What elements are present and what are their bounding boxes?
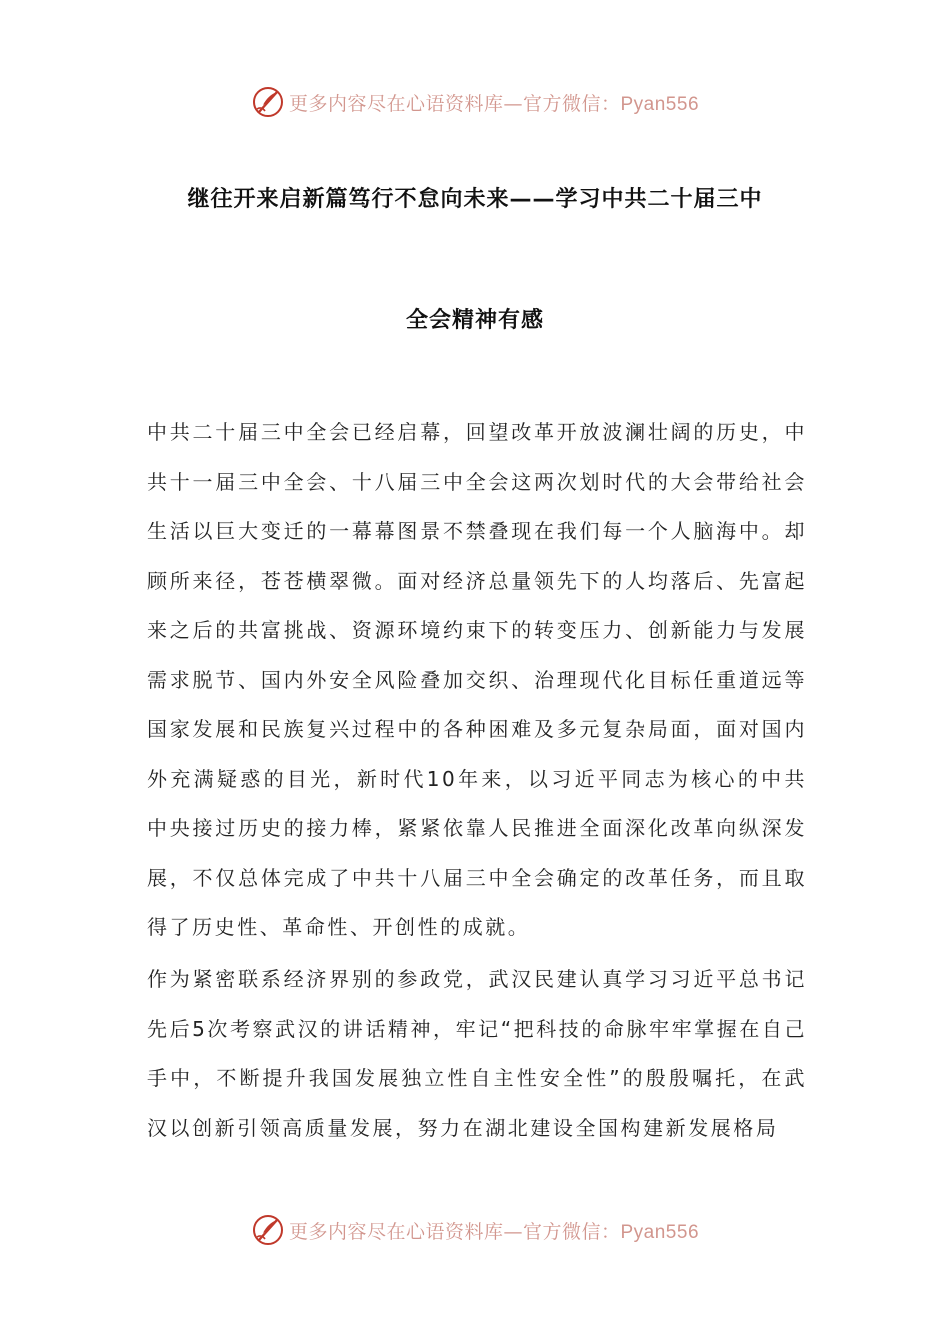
footer-banner (0, 1208, 950, 1252)
wechat-label: 官方微信： (522, 1220, 621, 1243)
site-name: 更多内容尽在心语资料库 (288, 92, 504, 115)
wechat-id: Pyan556 (620, 1221, 700, 1243)
wechat-label: 官方微信： (522, 92, 621, 115)
wechat-id: Pyan556 (620, 93, 700, 115)
banner-separator: — (503, 1220, 523, 1243)
document-title-line-1: 继往开来启新篇笃行不怠向未来——学习中共二十届三中 (187, 187, 763, 212)
quill-logo-icon (251, 1213, 285, 1247)
banner-text (289, 89, 699, 116)
document-title-line-2: 全会精神有感 (405, 308, 544, 333)
banner-separator: — (503, 92, 523, 115)
body-paragraph-2: 作为紧密联系经济界别的参政党，武汉民建认真学习习近平总书记先后5次考察武汉的讲话精神，牢记“把科技的命脉牢牢掌握在自己手中，不断提升我国发展独立性自主性安全性”的殷殷嘱托，在武汉以创新引领高质量发展，努力在湖北建设全国构建新发展格局 (147, 967, 807, 1140)
header-banner (0, 80, 950, 124)
quill-logo-icon (251, 85, 285, 119)
body-paragraph-1: 中共二十届三中全会已经启幕，回望改革开放波澜壮阔的历史，中共十一届三中全会、十八届三中全会这两次划时代的大会带给社会生活以巨大变迁的一幕幕图景不禁叠现在我们每一个人脑海中。却顾所来径，苍苍横翠微。面对经济总量领先下的人均落后、先富起来之后的共富挑战、资源环境约束下的转变压力、创新能力与发展需求脱节、国内外安全风险叠加交织、治理现代化目标任重道远等国家发展和民族复兴过程中的各种困难及多元复杂局面，面对国内外充满疑惑的目光，新时代10年来，以习近平同志为核心的中共中央接过历史的接力棒，紧紧依靠人民推进全面深化改革向纵深发展，不仅总体完成了中共十八届三中全会确定的改革任务，而且取得了历史性、革命性、开创性的成就。 (147, 420, 807, 939)
banner-text (289, 1217, 699, 1244)
site-name: 更多内容尽在心语资料库 (288, 1220, 504, 1243)
